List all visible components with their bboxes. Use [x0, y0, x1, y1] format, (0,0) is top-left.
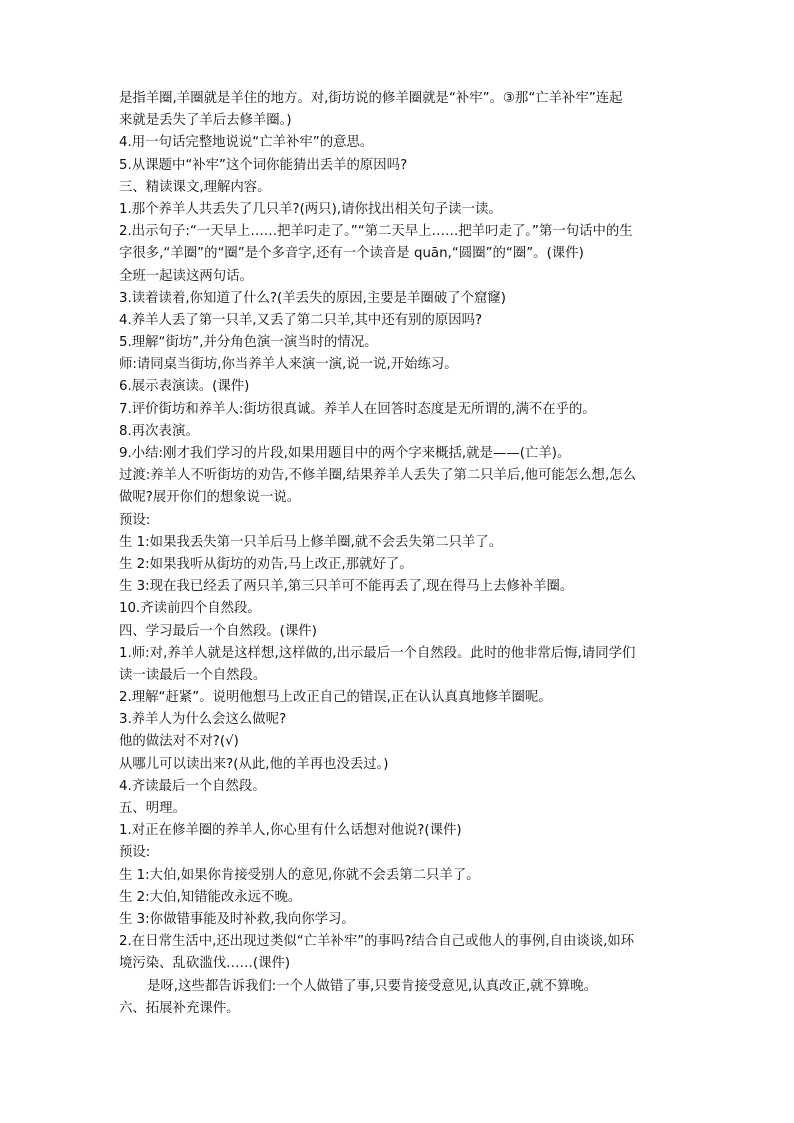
text-line: 师:请同桌当街坊,你当养羊人来演一演,说一说,开始练习。: [119, 357, 458, 373]
document-page: [119, 88, 679, 1020]
text-line: 5.理解“街坊”,并分角色演一演当时的情况。: [119, 335, 378, 351]
text-line: 预设:: [119, 512, 151, 528]
text-line: 是指羊圈,羊圈就是羊住的地方。对,街坊说的修羊圈就是“补牢”。③那“亡羊补牢”连起: [119, 91, 623, 106]
text-line: 1.对正在修羊圈的养羊人,你心里有什么话想对他说?(课件): [119, 823, 462, 839]
section-heading: 六、拓展补充课件。: [119, 1000, 240, 1016]
text-line: 境污染、乱砍滥伐……(课件): [119, 956, 291, 972]
text-line: 7.评价街坊和养羊人:街坊很真诚。养羊人在回答时态度是无所谓的,满不在乎的。: [119, 401, 596, 417]
text-line: 1.那个养羊人共丢失了几只羊?(两只),请你找出相关句子读一读。: [119, 201, 502, 217]
text-line: 过渡:养羊人不听街坊的劝告,不修羊圈,结果养羊人丢失了第二只羊后,他可能怎么想,怎么: [119, 468, 636, 484]
text-line: 做呢?展开你们的想象说一说。: [119, 490, 301, 506]
text-line: 4.养羊人丢了第一只羊,又丢了第二只羊,其中还有别的原因吗?: [119, 312, 483, 328]
text-line: 他的做法对不对?(√): [119, 734, 239, 750]
text-line: 生 2:如果我听从街坊的劝告,马上改正,那就好了。: [119, 556, 413, 572]
text-line: 1.师:对,养羊人就是这样想,这样做的,出示最后一个自然段。此时的他非常后悔,请同学们: [119, 645, 636, 661]
text-line: 2.在日常生活中,还出现过类似“亡羊补牢”的事吗?结合自己或他人的事例,自由谈谈,如环: [119, 934, 635, 950]
text-line: 生 2:大伯,知错能改永远不晚。: [119, 889, 302, 905]
text-line: 2.出示句子:“一天早上……把羊叼走了。”“第二天早上……把羊叼走了。”第一句话中的生: [119, 224, 633, 240]
text-line: 生 3:现在我已经丢了两只羊,第三只羊可不能再丢了,现在得马上去修补羊圈。: [119, 579, 574, 595]
text-line: 10.齐读前四个自然段。: [119, 601, 261, 617]
section-heading: 五、明理。: [119, 801, 186, 816]
text-line: 是呀,这些都告诉我们:一个人做错了事,只要肯接受意见,认真改正,就不算晚。: [147, 978, 598, 994]
text-line: 8.再次表演。: [119, 423, 199, 439]
text-line: 5.从课题中“补牢”这个词你能猜出丢羊的原因吗?: [119, 157, 408, 173]
text-line: 9.小结:刚才我们学习的片段,如果用题目中的两个字来概括,就是——(亡羊)。: [119, 446, 571, 461]
text-line: 生 1:如果我丢失第一只羊后马上修羊圈,就不会丢失第二只羊了。: [119, 534, 503, 550]
text-line: 6.展示表演读。(课件): [119, 379, 250, 395]
text-line: 3.读着读着,你知道了什么?(羊丢失的原因,主要是羊圈破了个窟窿): [119, 290, 506, 306]
text-line: 生 1:大伯,如果你肯接受别人的意见,你就不会丢第二只羊了。: [119, 867, 480, 883]
text-line: 从哪儿可以读出来?(从此,他的羊再也没丢过。): [119, 756, 389, 772]
text-line: 2.理解“赶紧”。说明他想马上改正自己的错误,正在认认真真地修羊圈呢。: [119, 690, 552, 706]
section-heading: 四、学习最后一个自然段。(课件): [119, 623, 317, 639]
text-line: 4.齐读最后一个自然段。: [119, 778, 266, 794]
text-line: 4.用一句话完整地说说“亡羊补牢”的意思。: [119, 135, 374, 151]
text-line: 生 3:你做错事能及时补救,我向你学习。: [119, 911, 355, 927]
text-line: 全班一起读这两句话。: [119, 268, 253, 284]
text-line: 读一读最后一个自然段。: [119, 667, 267, 683]
section-heading: 三、精读课文,理解内容。: [119, 179, 271, 195]
text-line: 3.养羊人为什么会这么做呢?: [119, 712, 287, 728]
text-line: 预设:: [119, 845, 151, 861]
text-line: 来就是丢失了羊后去修羊圈。): [119, 113, 292, 129]
text-line: 字很多,“羊圈”的“圈”是个多音字,还有一个读音是 quān,“圆圈”的“圈”。(课件): [119, 246, 584, 262]
